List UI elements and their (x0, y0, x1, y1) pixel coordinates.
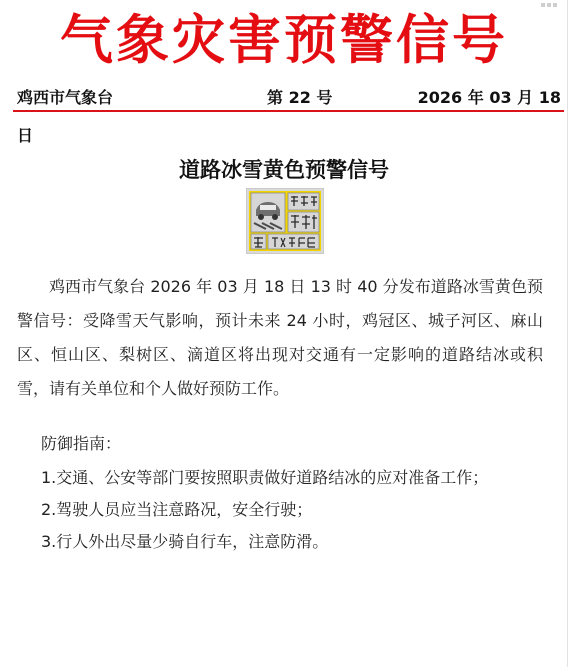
defense-guide-title: 防御指南： (41, 434, 122, 453)
document-title: 道路冰雪黄色预警信号 (179, 158, 389, 182)
header-divider (13, 110, 564, 112)
guide-item-3: 3.行人外出尽量少骑自行车，注意防滑。 (41, 532, 329, 551)
issue-number: 第 22 号 (267, 88, 333, 107)
defense-guide (41, 428, 561, 558)
warning-body (17, 270, 543, 406)
issue-date-continuation: 日 (17, 126, 34, 145)
warning-banner-title: 气象灾害预警信号 (60, 10, 508, 71)
guide-item-2: 2.驾驶人员应当注意路况，安全行驶； (41, 500, 313, 519)
issue-date: 2026 年 03 月 18 (417, 88, 561, 107)
road-icing-yellow-warning-icon (246, 188, 324, 254)
warning-body-paragraph: 鸡西市气象台 2026 年 03 月 18 日 13 时 40 分发布道路冰雪黄色预警信号：受降雪天气影响，预计未来 24 小时，鸡冠区、城子河区、麻山区、恒山区、梨树区、滴道区将出现对交通有一定影响的道路结冰或积雪，请有关单位和个人做好预防工作。 (17, 277, 543, 398)
guide-item-1: 1.交通、公安等部门要按照职责做好道路结冰的应对准备工作； (41, 468, 489, 487)
document-header (17, 87, 563, 109)
issuing-agency: 鸡西市气象台 (17, 88, 114, 107)
